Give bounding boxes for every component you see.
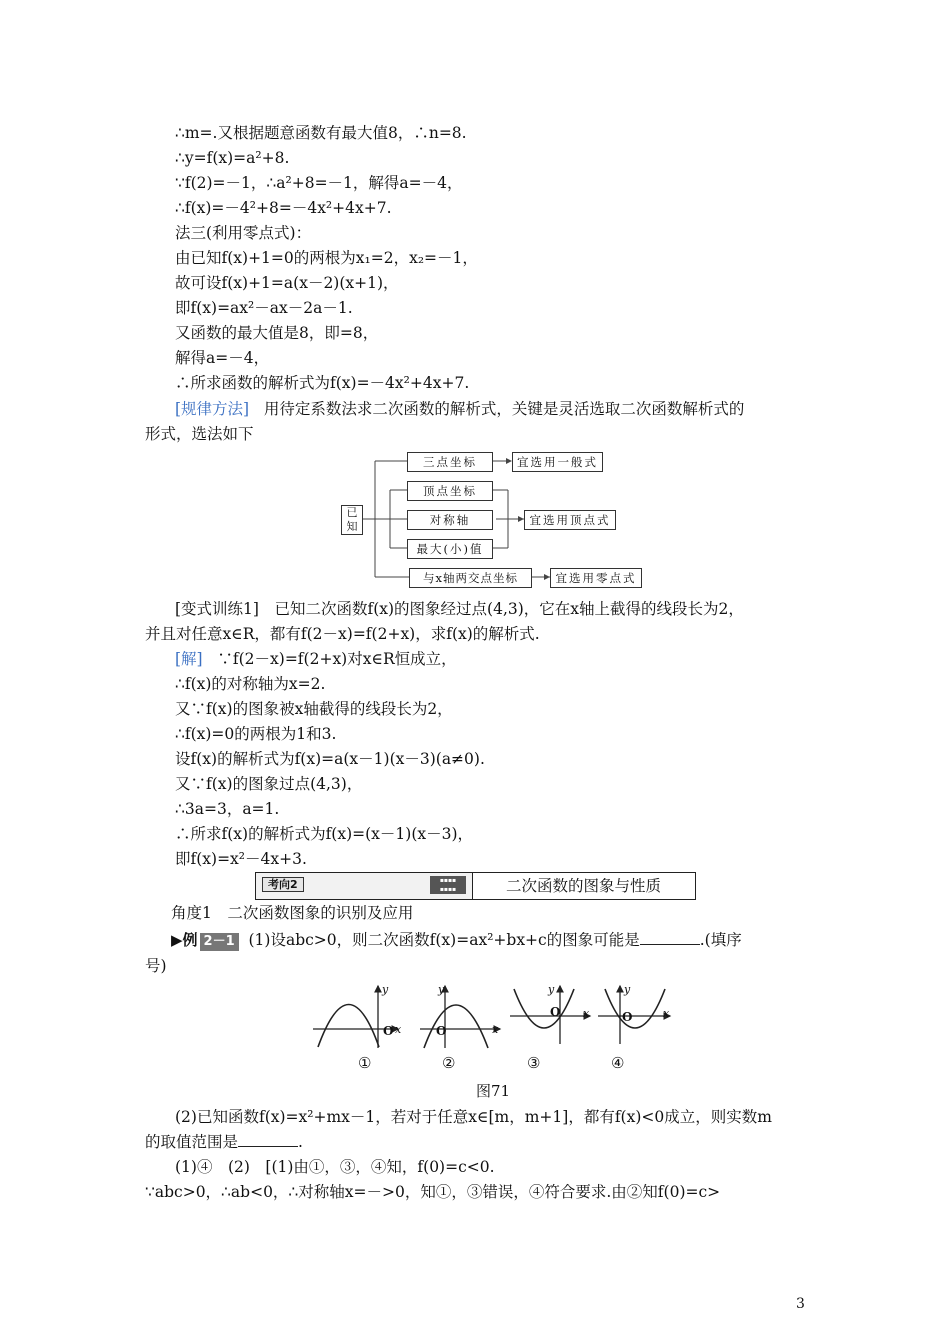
solution-line: ∴所求f(x)的解析式为f(x)=(x－1)(x－3)，	[175, 825, 474, 843]
diagram-box-three-points: 三点坐标	[407, 452, 493, 472]
method-text-cont: 形式，选法如下	[145, 425, 254, 443]
figure-caption: 图71	[476, 1082, 511, 1100]
solution-line: ∴3a=3，a=1.	[175, 800, 280, 818]
solution-line: ∴f(x)=0的两根为1和3.	[175, 725, 337, 743]
diagram-box-extremum: 最大(小)值	[407, 539, 493, 559]
question-2-text: 的取值范围是	[145, 1133, 239, 1151]
text-line: 法三(利用零点式)：	[175, 224, 312, 242]
text-line: 即f(x)=ax²－ax－2a－1.	[175, 299, 353, 317]
method-text: 用待定系数法求二次函数的解析式，关键是灵活选取二次函数解析式的	[263, 400, 745, 418]
variant-text-cont: 并且对任意x∈R，都有f(2－x)=f(2+x)，求f(x)的解析式.	[145, 625, 540, 643]
section-badge-icon: ▪▪▪▪ ▪▪▪▪	[430, 876, 466, 894]
graph-label-4: ④	[611, 1054, 625, 1072]
diagram-root-box: 已知	[341, 505, 363, 535]
page-number: 3	[796, 1296, 805, 1312]
graph4-origin-label: O	[622, 1010, 633, 1024]
graph-label-2: ②	[442, 1054, 456, 1072]
graph1-x-label: x	[395, 1023, 402, 1036]
diagram-box-axis: 对称轴	[407, 510, 493, 530]
solution-text: ∵f(2－x)=f(2+x)对x∈R恒成立，	[217, 650, 457, 668]
graph3-y-label: y	[548, 983, 555, 996]
variant-text: [变式训练1] 已知二次函数f(x)的图象经过点(4,3)，它在x轴上截得的线段长为2，	[175, 600, 744, 618]
text-line: 故可设f(x)+1=a(x－2)(x+1)，	[175, 274, 399, 292]
graph2-origin-label: O	[436, 1024, 447, 1038]
solution-tag: [解]	[175, 650, 203, 668]
graph-label-3: ③	[527, 1054, 541, 1072]
text-line: ∴f(x)=－4²+8=－4x²+4x+7.	[175, 199, 392, 217]
question-2-line: (2)已知函数f(x)=x²+mx－1，若对于任意x∈[m，m+1]，都有f(x)<0成立，则实数m	[175, 1108, 772, 1126]
graph3-origin-label: O	[550, 1005, 561, 1019]
diagram-box-vertex: 顶点坐标	[407, 481, 493, 501]
section-title: 二次函数的图象与性质	[505, 877, 661, 895]
text-line: ∴m=.又根据题意函数有最大值8，∴n=8.	[175, 124, 467, 142]
example-question-cont: 号)	[145, 957, 167, 975]
graph1-y-label: y	[382, 983, 389, 996]
text-line: 由已知f(x)+1=0的两根为x₁=2，x₂=－1，	[175, 249, 478, 267]
graph2-x-label: x	[492, 1023, 499, 1036]
example-number: 2－1	[200, 933, 239, 951]
answer-line: ∵abc>0，∴ab<0，∴对称轴x=－>0，知①，③错误，④符合要求.由②知f(0)=c>	[145, 1183, 721, 1201]
example-question-tail: .(填序	[699, 931, 742, 949]
method-tag: [规律方法]	[175, 400, 250, 418]
graph-label-1: ①	[358, 1054, 372, 1072]
graph4-x-label: x	[663, 1007, 670, 1020]
graph1-origin-label: O	[383, 1024, 394, 1038]
solution-line: 又∵f(x)的图象过点(4,3)，	[175, 775, 363, 793]
text-line: 解得a=－4，	[175, 349, 270, 367]
solution-line: 设f(x)的解析式为f(x)=a(x－1)(x－3)(a≠0).	[175, 750, 485, 768]
answer-line: (1)④ (2) [(1)由①，③，④知，f(0)=c<0.	[175, 1158, 495, 1176]
graph4-y-label: y	[624, 983, 631, 996]
example-question: (1)设abc>0，则二次函数f(x)=ax²+bx+c的图象可能是	[248, 931, 640, 949]
text-line: ∵f(2)=－1，∴a²+8=－1，解得a=－4，	[175, 174, 463, 192]
diagram-box-zeros: 与x轴两交点坐标	[409, 568, 532, 588]
solution-line: 又∵f(x)的图象被x轴截得的线段长为2，	[175, 700, 453, 718]
graph2-y-label: y	[438, 983, 445, 996]
text-line: 又函数的最大值是8，即=8，	[175, 324, 379, 342]
answer-blank	[238, 1132, 298, 1147]
diagram-result-zero: 宜选用零点式	[550, 568, 642, 588]
solution-line: ∴f(x)的对称轴为x=2.	[175, 675, 326, 693]
graph3-x-label: x	[583, 1007, 590, 1020]
text-line: ∴所求函数的解析式为f(x)=－4x²+4x+7.	[175, 374, 470, 392]
solution-line: 即f(x)=x²－4x+3.	[175, 850, 307, 868]
section-tag: 考向2	[262, 877, 304, 892]
diagram-result-vertex: 宜选用顶点式	[524, 510, 616, 530]
example-mark: ▶例	[171, 931, 198, 949]
question-2-cont	[145, 1132, 303, 1152]
question-2-tail: .	[298, 1133, 303, 1151]
angle-heading: 角度1 二次函数图象的识别及应用	[171, 904, 414, 922]
diagram-result-general: 宜选用一般式	[512, 452, 603, 472]
text-line: ∴y=f(x)=a²+8.	[175, 149, 290, 167]
